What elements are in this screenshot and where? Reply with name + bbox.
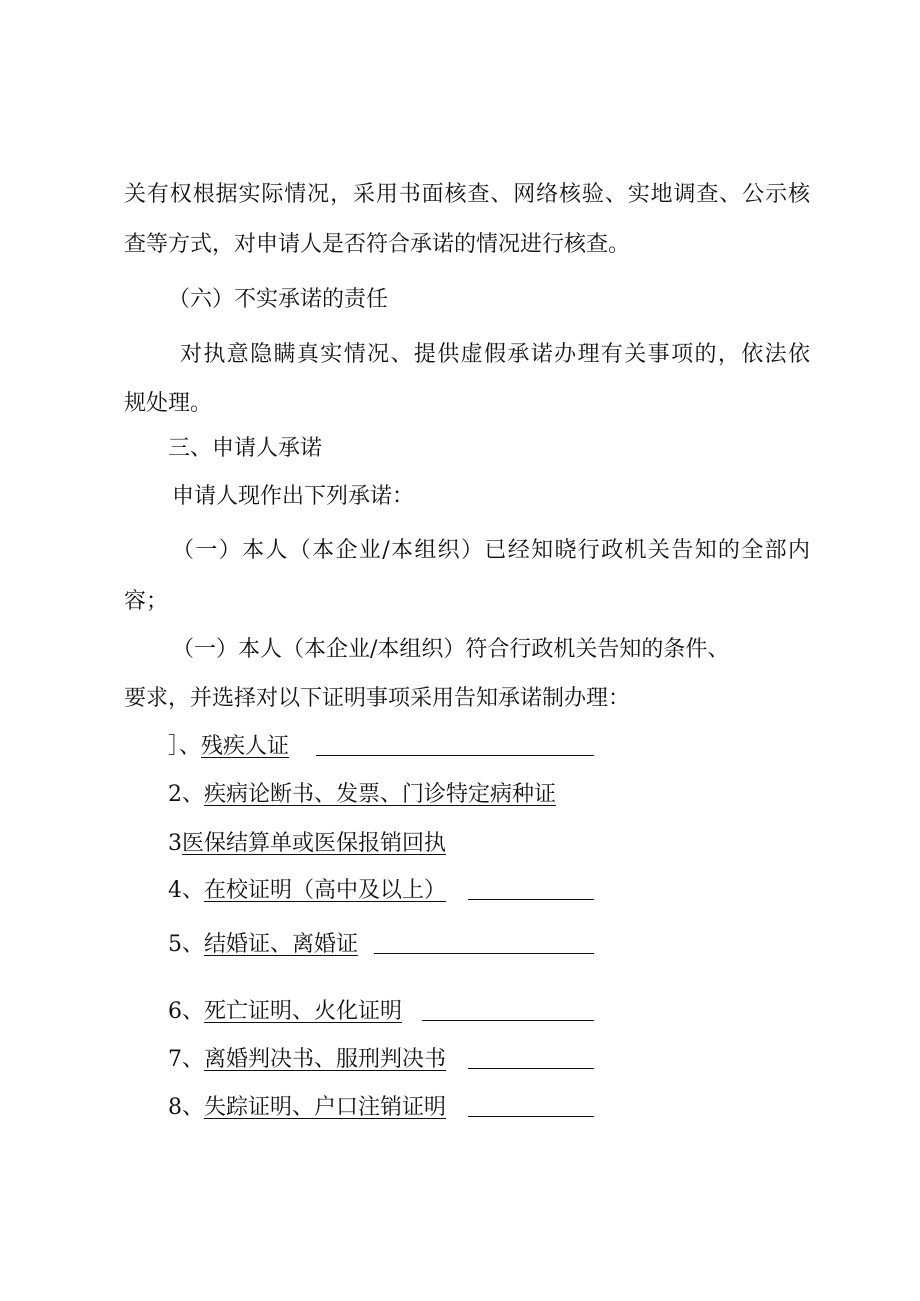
- item-text: 疾病论断书、发票、门诊特定病种证: [204, 782, 557, 807]
- item-text: 医保结算单或医保报销回执: [182, 831, 447, 856]
- item-text: 在校证明（高中及以上）: [204, 878, 447, 903]
- list-item: [168, 876, 446, 906]
- item-text: 失踪证明、户口注销证明: [204, 1095, 447, 1120]
- list-item: [168, 997, 402, 1027]
- paragraph-line: 规处理。: [124, 391, 213, 416]
- fill-in-blank[interactable]: [468, 899, 594, 900]
- item-number: 3: [168, 831, 182, 856]
- fill-in-blank[interactable]: [468, 1068, 594, 1069]
- item-text: 死亡证明、火化证明: [204, 999, 403, 1024]
- list-item: [168, 1093, 446, 1123]
- item-number: 4、: [168, 878, 204, 903]
- list-item: [168, 732, 289, 762]
- list-item: [168, 930, 358, 960]
- item-text: 结婚证、离婚证: [204, 932, 359, 957]
- item-number: 7、: [168, 1047, 204, 1072]
- fill-in-blank[interactable]: [468, 1116, 594, 1117]
- paragraph-line: 对执意隐瞒真实情况、提供虚假承诺办理有关事项的，依法依: [180, 342, 810, 367]
- section-heading: （六）不实承诺的责任: [168, 287, 389, 312]
- list-item: [168, 829, 446, 859]
- list-item: [168, 780, 556, 810]
- paragraph-line: 容；: [124, 589, 169, 614]
- list-item: [168, 1045, 446, 1075]
- item-text: 残疾人证: [201, 734, 290, 759]
- item-number: 2、: [168, 782, 204, 807]
- fill-in-blank[interactable]: [316, 755, 594, 756]
- section-heading: 三、申请人承诺: [168, 436, 323, 461]
- fill-in-blank[interactable]: [422, 1020, 594, 1021]
- item-number: 5、: [168, 932, 204, 957]
- fill-in-blank[interactable]: [374, 953, 594, 954]
- paragraph-line: 要求，并选择对以下证明事项采用告知承诺制办理：: [124, 686, 631, 711]
- paragraph-line: 申请人现作出下列承诺：: [172, 484, 415, 509]
- paragraph-line: 查等方式，对申请人是否符合承诺的情况进行核查。: [124, 232, 631, 257]
- item-text: 离婚判决书、服刑判决书: [204, 1047, 447, 1072]
- paragraph-line: （一）本人（本企业/本组织）符合行政机关告知的条件、: [172, 637, 730, 662]
- item-number: ］、: [168, 734, 202, 759]
- item-number: 8、: [168, 1095, 204, 1120]
- paragraph-line: （一）本人（本企业/本组织）已经知晓行政机关告知的全部内: [172, 538, 810, 563]
- paragraph-line: 关有权根据实际情况，采用书面核查、网络核验、实地调查、公示核: [124, 182, 810, 207]
- item-number: 6、: [168, 999, 204, 1024]
